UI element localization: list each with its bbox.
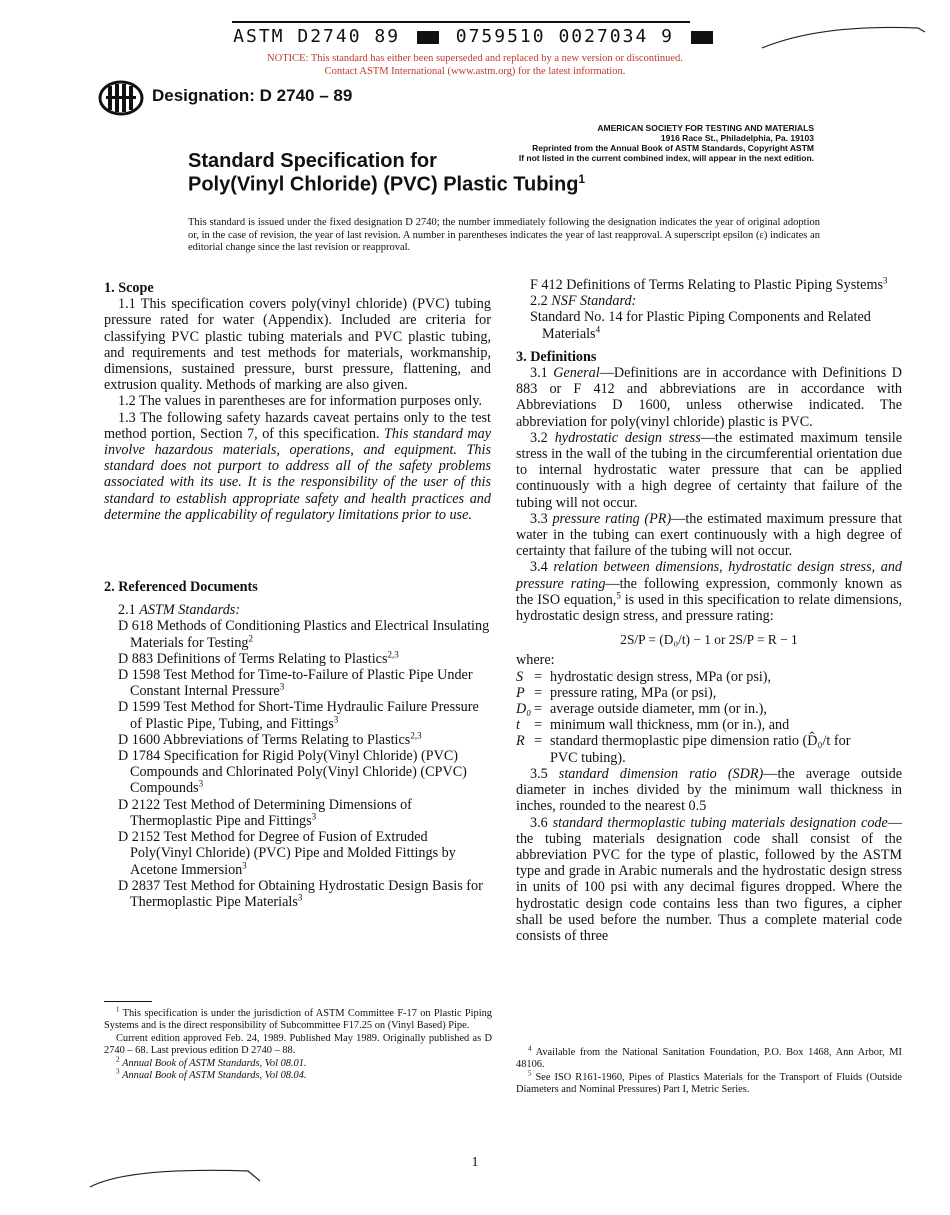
footnote-4: $^4$ Available from the National Sanitation Foundation, P.O. Box 1468, Ann Arbor, MI 48106. <box>516 1044 902 1071</box>
reference-text: D 1598 Test Method for Time-to-Failure of Plastic Pipe Under Constant Internal Pressure <box>118 667 473 700</box>
para-text: is used in this specification to relate dimensions, hydrostatic design stress, and pressure rating: <box>516 591 903 625</box>
section-heading-scope: 1. Scope <box>104 280 154 296</box>
variable-row: D₀ = average outside diameter, mm (or in.), <box>516 701 902 717</box>
para-3-3 <box>516 511 902 560</box>
left-column <box>104 280 491 910</box>
variable-symbol: t <box>516 717 520 734</box>
footnote-rule <box>104 1001 152 1002</box>
footnote-text: Annual Book of ASTM Standards, Vol 08.01. <box>122 1057 307 1069</box>
footnote-3: $^3$ Annual Book of ASTM Standards, Vol 08.04. <box>116 1067 307 1082</box>
footnotes-left <box>104 1005 492 1082</box>
footnote-text: Available from the National Sanitation Foundation, P.O. Box 1468, Ann Arbor, MI 48106. <box>516 1047 902 1071</box>
reference-footnote-mark: 3 <box>198 778 204 789</box>
barcode-left-text: ASTM D2740 89 <box>233 26 401 47</box>
variable-symbol: R <box>516 733 525 750</box>
barcode-right-text: 0759510 0027034 9 <box>455 26 674 47</box>
reference-footnote-mark: 3 <box>242 859 247 870</box>
reference-item <box>104 699 491 731</box>
reference-footnote-mark: 3 <box>333 713 339 724</box>
barcode-block <box>417 31 439 44</box>
para-num: 3.1 <box>530 365 554 382</box>
variable-definition: pressure rating, MPa (or psi), <box>550 684 717 701</box>
safety-caveat: This standard may involve hazardous materials, operations, and equipment. This standard does not purport to address all of the safety problems associated with its use. It is the responsibility of the user of this standard to establish appropriate safety and health practices and determine the applicability of regulatory limitations prior to use. <box>104 425 491 523</box>
reference-item <box>516 277 902 293</box>
para-2-2 <box>516 293 902 309</box>
section-heading-definitions: 3. Definitions <box>516 348 597 365</box>
para-3-6 <box>516 815 902 945</box>
publisher-block <box>490 123 814 163</box>
para-text: —the estimated maximum pressure that water in the tubing can exert continuously with a high degree of certainty that failure of the tubing will not occur. <box>516 510 903 560</box>
reference-text: Standard No. 14 for Plastic Piping Components and Related Materials <box>530 309 871 342</box>
term: relation between dimensions, hydrostatic design stress, and pressure rating <box>516 559 903 592</box>
title-line-2 <box>188 172 585 197</box>
para-1-1: 1.1 This specification covers poly(vinyl chloride) (PVC) tubing pressure rated for water (Appendix). Included are criteria for classifying PVC plastic tubing materials and PVC plastic tubing, and requirements and test methods for materials, workmanship, dimensions, sustained pressure, burst pressure, flattening, and extrusion quality. Methods of marking are also given. <box>104 296 491 394</box>
reference-item <box>104 651 491 667</box>
variable-definition: minimum wall thickness, mm (or in.), and <box>550 717 790 734</box>
para-text: —the average outside diameter in inches divided by the minimum wall thickness in inches, rounded to the nearest 0.5 <box>516 765 903 815</box>
term: standard dimension ratio (SDR) <box>558 765 764 782</box>
footnote-mark: 5 <box>616 590 621 601</box>
footnote-1-edition: Current edition approved Feb. 24, 1989. Published May 1989. Originally published as D 2740 – 68. Last previous edition D 2740 – 88. <box>104 1032 492 1057</box>
para-3-1 <box>516 365 902 430</box>
variable-symbol: S <box>516 668 524 685</box>
reference-text: D 618 Methods of Conditioning Plastics and Electrical Insulating Materials for Testing <box>118 618 490 651</box>
para-num: 3.3 <box>530 510 553 527</box>
where-label: where: <box>516 652 555 669</box>
para-3-4 <box>516 559 902 624</box>
variable-list <box>516 669 902 766</box>
title-line-1: Standard Specification for <box>188 150 437 172</box>
pen-mark-icon <box>760 18 930 58</box>
publisher-line: 1916 Race St., Philadelphia, Pa. 19103 <box>660 133 814 143</box>
para-num: 3.2 <box>530 429 555 446</box>
footnote-1: $^1$ This specification is under the jurisdiction of ASTM Committee F-17 on Plastic Piping Systems and is the direct responsibility of Subcommittee F17.25 on (Vinyl Based) Pipe. <box>104 1005 492 1032</box>
variable-row: P = pressure rating, MPa (or psi), <box>516 685 902 701</box>
reference-item <box>104 748 491 797</box>
top-rule <box>232 21 690 23</box>
notice-line: NOTICE: This standard has either been superseded and replaced by a new version or discontinued. <box>267 53 683 64</box>
pen-mark-icon <box>88 1165 268 1195</box>
astm-logo-icon <box>98 80 144 116</box>
para-2-1 <box>104 602 491 618</box>
reference-text: D 883 Definitions of Terms Relating to Plastics <box>118 650 388 667</box>
reference-text: D 2152 Test Method for Degree of Fusion of Extruded Poly(Vinyl Chloride) (PVC) Pipe and Molded Fittings by Acetone Immersion <box>118 829 456 878</box>
para-title: NSF Standard: <box>551 293 637 310</box>
notice-line: Contact ASTM International (www.astm.org) for the latest information. <box>324 66 626 77</box>
para-3-5 <box>516 766 902 815</box>
barcode-block <box>691 31 713 44</box>
term: pressure rating (PR) <box>552 510 672 527</box>
reference-item <box>104 618 491 650</box>
reference-item <box>104 829 491 878</box>
para-num: 3.6 <box>530 814 553 831</box>
reference-item <box>104 878 491 910</box>
reference-item <box>516 309 902 341</box>
reference-text: D 2122 Test Method of Determining Dimensions of Thermoplastic Pipe and Fittings <box>118 796 412 829</box>
reference-text: F 412 Definitions of Terms Relating to Plastic Piping Systems <box>530 277 884 293</box>
para-title: ASTM Standards: <box>139 602 241 619</box>
para-text: —the following expression, commonly known as the ISO equation, <box>516 575 903 608</box>
right-column <box>516 277 902 944</box>
para-num: 3.5 <box>530 765 559 782</box>
reference-footnote-mark: 3 <box>311 811 317 822</box>
variable-row: t = minimum wall thickness, mm (or in.), and <box>516 717 902 733</box>
footnote-2: $^2$ Annual Book of ASTM Standards, Vol 08.01. <box>116 1055 307 1069</box>
reference-text: D 2837 Test Method for Obtaining Hydrostatic Design Basis for Thermoplastic Pipe Materials <box>118 877 483 910</box>
preamble: This standard is issued under the fixed designation D 2740; the number immediately following the designation indicates the year of original adoption or, in the case of revision, the year of last revision. A number in parentheses indicates the year of last reapproval. A superscript epsilon (ε) indicates an editorial change since the last revision or reapproval. <box>188 217 820 253</box>
footnotes-right <box>516 1044 902 1097</box>
para-num: 2.2 <box>530 293 552 310</box>
variable-row: S = hydrostatic design stress, MPa (or psi), <box>516 669 902 685</box>
designation: Designation: D 2740 – 89 <box>152 86 353 105</box>
variable-symbol: P <box>516 684 525 701</box>
reference-item <box>104 667 491 699</box>
variable-symbol: D₀ <box>516 701 532 718</box>
reference-item <box>104 797 491 829</box>
footnote-text: Annual Book of ASTM Standards, Vol 08.04. <box>122 1070 307 1082</box>
publisher-line: Reprinted from the Annual Book of ASTM Standards, Copyright ASTM <box>532 143 814 153</box>
variable-definition: hydrostatic design stress, MPa (or psi), <box>550 668 772 685</box>
section-heading-referenced-documents: 2. Referenced Documents <box>104 579 258 596</box>
reference-footnote-mark: 4 <box>595 323 601 334</box>
variable-definition: standard thermoplastic pipe dimension ratio (D̂₀/t for <box>550 733 851 750</box>
variable-definition-continued: PVC tubing). <box>550 749 626 766</box>
para-text: —the estimated maximum tensile stress in the wall of the tubing in the circumferential orientation due to internal hydrostatic water pressure that can be applied continuously with a high degree of certainty that failure of the tubing will not occur. <box>516 429 902 511</box>
term: hydrostatic design stress <box>554 429 701 446</box>
footnote-text: See ISO R161-1960, Pipes of Plastics Materials for the Transport of Fluids (Outside Diameters and Nominal Pressures) Part I, Metric Series. <box>516 1071 902 1096</box>
para-num: 3.4 <box>530 559 554 576</box>
reference-footnote-mark: 3 <box>297 892 303 903</box>
variable-row: R = standard thermoplastic pipe dimension ratio (D̂₀/t for <box>516 733 902 749</box>
footnote-text: This specification is under the jurisdiction of ASTM Committee F-17 on Plastic Piping Systems and is the direct responsibility of Subcommittee F17.25 on (Vinyl Based) Pipe. <box>104 1008 492 1032</box>
reference-footnote-mark: 3 <box>279 681 285 692</box>
iso-equation: 2S/P = (D₀/t) − 1 or 2S/P = R − 1 <box>620 632 798 648</box>
term: General <box>553 365 600 382</box>
publisher-line: AMERICAN SOCIETY FOR TESTING AND MATERIALS <box>597 123 814 133</box>
page-number: 1 <box>471 1155 479 1170</box>
reference-text: D 1600 Abbreviations of Terms Relating to Plastics <box>118 731 411 748</box>
footnote-5: $^5$ See ISO R161-1960, Pipes of Plastics Materials for the Transport of Fluids (Outside Diameters and Nominal Pressures) Part I, Metric Series. <box>516 1069 902 1096</box>
publisher-line: If not listed in the current combined index, will appear in the next edition. <box>518 153 814 163</box>
para-1-3 <box>104 410 491 523</box>
reference-footnote-mark: 2,3 <box>387 649 399 660</box>
reference-footnote-mark: 2,3 <box>410 730 422 741</box>
reference-item <box>104 732 491 748</box>
title-text: Poly(Vinyl Chloride) (PVC) Plastic Tubing <box>188 173 579 196</box>
para-text: —the tubing materials designation code shall consist of the abbreviation PVC for the type of plastic, followed by the ASTM type and grade in Arabic numerals and the hydrostatic design stress in units of 100 psi with any decimal figures dropped. Where the hydrostatic design code contains less than two figures, a cipher shall be used before the number. Thus a complete material code consists of three <box>516 814 903 944</box>
para-num: 2.1 <box>118 602 140 619</box>
variable-definition: average outside diameter, mm (or in.), <box>550 701 767 718</box>
para-1-2: 1.2 The values in parentheses are for information purposes only. <box>118 393 483 410</box>
para-text: —Definitions are in accordance with Definitions D 883 or F 412 and abbreviations are in accordance with Abbreviations D 1600, unless otherwise indicated. The abbreviation for poly(vinyl chloride) plastic is PVC. <box>516 365 902 430</box>
reference-footnote-mark: 2 <box>248 632 254 643</box>
title-footnote-mark: 1 <box>578 172 586 186</box>
para-1-3-text: 1.3 The following safety hazards caveat pertains only to the test method portion, Section 7, of this specification. <box>104 409 491 442</box>
para-3-2 <box>516 430 902 511</box>
reference-text: D 1784 Specification for Rigid Poly(Vinyl Chloride) (PVC) Compounds and Chlorinated Poly(Vinyl Chloride) (CPVC) Compounds <box>118 748 467 797</box>
reference-text: D 1599 Test Method for Short-Time Hydraulic Failure Pressure of Plastic Pipe, Tubing, and Fittings <box>118 699 479 732</box>
term: standard thermoplastic tubing materials designation code <box>552 814 888 831</box>
reference-footnote-mark: 3 <box>883 275 888 286</box>
